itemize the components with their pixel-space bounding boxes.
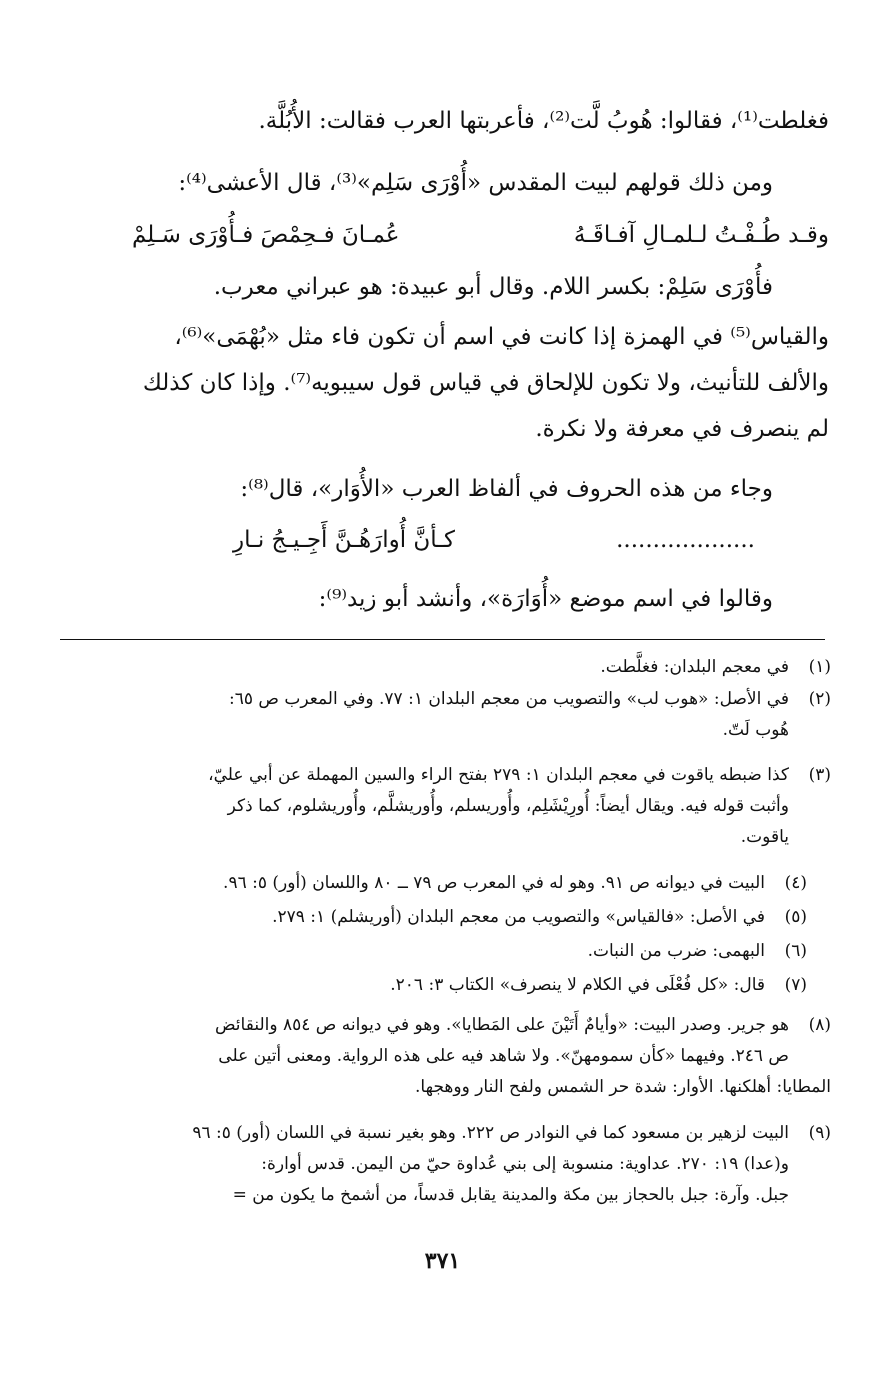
footnote-text: هُوب لَتّ.: [722, 720, 789, 740]
footnote-number: (٧): [784, 975, 807, 995]
footnote-separator: [60, 639, 825, 640]
footnote-text: جبل. وآرة: جبل بالحجاز بين مكة والمدينة يقابل قدساً، من أشمخ ما يكون من =: [232, 1185, 789, 1205]
footnote-2: [54, 684, 831, 746]
verse-2: [60, 527, 755, 567]
footnote-1: [54, 652, 831, 683]
footnote-text: قال: «كل فُعْلَى في الكلام لا ينصرف» الكتاب ٣: ٢٠٦.: [390, 975, 765, 995]
page-number: ٣٧١: [424, 1248, 461, 1274]
footnote-text: و(عدا) ١٩: ٢٧٠. عداوية: منسوبة إلى بني عُداوة حيّ من اليمن. قدس أوارة:: [261, 1154, 789, 1174]
verse-1-first-hemistich: وقـد طُـفْـتُ لـلمـالِ آفـاقَـهُ: [573, 222, 829, 248]
footnote-text: البيت في ديوانه ص ٩١. وهو له في المعرب ص ٧٩ ــ ٨٠ واللسان (أور) ٥: ٩٦.: [223, 873, 765, 893]
footnote-number: (٩): [808, 1123, 831, 1143]
footnote-text: في معجم البلدان: فغلَّطت.: [600, 657, 789, 677]
body-paragraph-3: فأُوْرَى سَلِمْ: بكسر اللام. وقال أبو عبيدة: هو عبراني معرب.: [213, 274, 773, 300]
body-paragraph-1: فغلطت⁽¹⁾، فقالوا: هُوبُ لَّت⁽²⁾، فأعربتها العرب فقالت: الأُبُلَّة.: [258, 108, 829, 134]
footnote-number: (٦): [784, 941, 807, 961]
footnote-number: (٨): [808, 1015, 831, 1035]
footnote-6: [54, 936, 807, 967]
footnote-text: البهمى: ضرب من النبات.: [587, 941, 765, 961]
footnote-text: هو جرير. وصدر البيت: «وأيامٌ أَتَيْنَ على المَطايا». وهو في ديوانه ص ٨٥٤ والنقائض: [214, 1015, 789, 1035]
footnote-9: [54, 1118, 831, 1211]
body-paragraph-4-line-3: لم ينصرف في معرفة ولا نكرة.: [535, 416, 829, 442]
verse-1: [132, 222, 829, 262]
footnote-number: (٥): [784, 907, 807, 927]
footnote-4: [54, 868, 807, 899]
body-paragraph-2: ومن ذلك قولهم لبيت المقدس «أُوْرَى سَلِم»⁽³⁾، قال الأعشى⁽⁴⁾:: [178, 170, 773, 196]
footnote-text: كذا ضبطه ياقوت في معجم البلدان ١: ٢٧٩ بفتح الراء والسين المهملة عن أبي عليّ،: [208, 765, 789, 785]
footnote-number: (٣): [808, 765, 831, 785]
footnote-number: (٤): [784, 873, 807, 893]
footnote-text: في الأصل: «فالقياس» والتصويب من معجم البلدان (أوريشلم) ١: ٢٧٩.: [272, 907, 765, 927]
footnote-text: ياقوت.: [740, 827, 789, 847]
verse-1-second-hemistich: عُمـانَ فـحِمْصَ فـأُوْرَى سَـلِمْ: [132, 222, 400, 248]
footnote-text: ص ٢٤٦. وفيهما «كأن سمومهنّ». ولا شاهد فيه على هذه الرواية. ومعنى أتين على: [218, 1046, 789, 1066]
body-paragraph-6: وقالوا في اسم موضع «أُوَارَة»، وأنشد أبو زيد⁽⁹⁾:: [318, 586, 773, 612]
verse-2-first-hemistich: ...................: [616, 527, 755, 553]
body-paragraph-4-line-2: والألف للتأنيث، ولا تكون للإلحاق في قياس قول سيبويه⁽⁷⁾. وإذا كان كذلك: [142, 370, 829, 396]
footnote-number: (١): [808, 657, 831, 677]
footnote-text: البيت لزهير بن مسعود كما في النوادر ص ٢٢٢. وهو بغير نسبة في اللسان (أور) ٥: ٩٦: [192, 1123, 789, 1143]
body-paragraph-5: وجاء من هذه الحروف في ألفاظ العرب «الأُوَار»، قال⁽⁸⁾:: [240, 476, 773, 502]
body-paragraph-4-line-1: والقياس⁽⁵⁾ في الهمزة إذا كانت في اسم أن تكون فاء مثل «بُهْمَى»⁽⁶⁾،: [174, 324, 829, 350]
footnote-text: في الأصل: «هوب لب» والتصويب من معجم البلدان ١: ٧٧. وفي المعرب ص ٦٥:: [229, 689, 789, 709]
footnote-text: المطايا: أهلكنها. الأوار: شدة حر الشمس ولفح النار ووهجها.: [415, 1077, 831, 1097]
footnote-number: (٢): [808, 689, 831, 709]
footnote-text: وأثبت قوله فيه. ويقال أيضاً: أُورِيْشَلِم، وأُوريسلم، وأُوريشلَّم، وأُوريشلوم، كما ذكر: [227, 796, 789, 816]
verse-2-second-hemistich: كـأنَّ أُوارَهُـنَّ أَجِـيـجُ نـارِ: [232, 527, 455, 553]
footnote-5: [54, 902, 807, 933]
footnote-7: [54, 970, 807, 1001]
footnote-3: [54, 760, 831, 853]
footnote-8: [54, 1010, 831, 1103]
